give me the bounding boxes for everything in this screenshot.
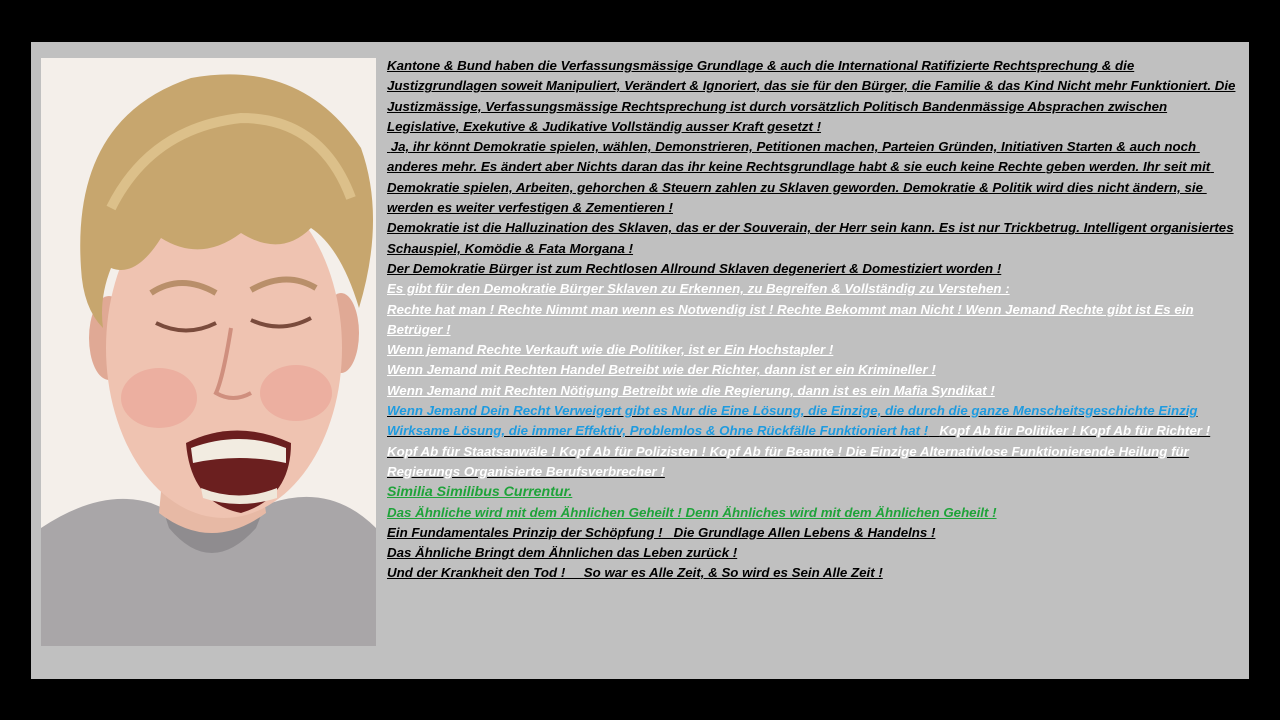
paragraph-8: Wenn Jemand mit Rechten Handel Betreibt wie der Richter, dann ist er ein Krimineller ! — [387, 362, 936, 378]
paragraph-14: Das Ähnliche Bringt dem Ähnlichen das Leben zurück ! — [387, 545, 738, 561]
paragraph-13: Ein Fundamentales Prinzip der Schöpfung ! Die Grundlage Allen Lebens & Handelns ! — [387, 524, 936, 540]
paragraph-11: Similia Similibus Currentur. — [387, 484, 573, 501]
crying-child-illustration — [41, 58, 376, 646]
paragraph-10-blue: Wenn Jemand Dein Recht Verweigert gibt es Nur die Eine Lösung, die Einzige, die durch die ganze Menscheitsgeschichte Einzig Wirksame Lösung, die immer Effektiv, Problemlos & Ohne Rückfälle Funktioniert hat ! — [387, 403, 1198, 439]
crying-child-photo — [41, 58, 376, 646]
paragraph-1: Kantone & Bund haben die Verfassungsmässige Grundlage & auch die International Ratifizierte Rechtsprechung & die Justizgrundlagen soweit Manipuliert, Verändert & Ignoriert, das sie für den Bürger, die Familie & das Kind Nicht mehr Funktioniert. Die Justizmässige, Verfassungsmässige Rechtsprechung ist durch vorsätzlich Politisch Bandenmässige Absprachen zwischen Legislative, Exekutive & Judikative Vollständig ausser Kraft gesetzt ! — [387, 58, 1236, 134]
paragraph-6: Rechte hat man ! Rechte Nimmt man wenn es Notwendig ist ! Rechte Bekommt man Nicht ! Wenn Jemand Rechte gibt ist Es ein Betrüger ! — [387, 301, 1194, 337]
paragraph-3: Demokratie ist die Halluzination des Sklaven, das er der Souverain, der Herr sein kann. Es ist nur Trickbetrug. Intelligent organisiertes Schauspiel, Komödie & Fata Morgana ! — [387, 220, 1234, 256]
paragraph-2: Ja, ihr könnt Demokratie spielen, wählen, Demonstrieren, Petitionen machen, Parteien Gründen, Initiativen Starten & auch noch anderes mehr. Es ändert aber Nichts daran das ihr keine Rechtsgrundlage habt & sie euch keine Rechte geben werden. Ihr seit mit Demokratie spielen, Arbeiten, gehorchen & Steuern zahlen zu Sklaven geworden. Demokratie & Politik wird dies nicht ändern, sie werden es weiter verfestigen & Zementieren ! — [387, 139, 1214, 216]
paragraph-10-white: Kopf Ab für Politiker ! Kopf Ab für Richter ! Kopf Ab für Staatsanwäle ! Kopf Ab für Polizisten ! Kopf Ab für Beamte ! Die Einzige Alternativlose Funktionierende Heilung für Regierungs Organisierte Berufsverbrecher ! — [387, 423, 1211, 479]
paragraph-5: Es gibt für den Demokratie Bürger Sklaven zu Erkennen, zu Begreifen & Vollständig zu Verstehen : — [387, 281, 1010, 297]
paragraph-7: Wenn jemand Rechte Verkauft wie die Politiker, ist er Ein Hochstapler ! — [387, 342, 834, 358]
content-panel — [31, 42, 1249, 679]
paragraph-9: Wenn Jemand mit Rechten Nötigung Betreibt wie die Regierung, dann ist es ein Mafia Syndikat ! — [387, 382, 995, 398]
paragraph-12: Das Ähnliche wird mit dem Ähnlichen Geheilt ! Denn Ähnliches wird mit dem Ähnlichen Geheilt ! — [387, 504, 997, 520]
text-block — [387, 56, 1243, 584]
paragraph-10 — [387, 401, 1243, 482]
paragraph-15: Und der Krankheit den Tod ! So war es Alle Zeit, & So wird es Sein Alle Zeit ! — [387, 565, 883, 581]
paragraph-4: Der Demokratie Bürger ist zum Rechtlosen Allround Sklaven degeneriert & Domestiziert worden ! — [387, 260, 1002, 276]
